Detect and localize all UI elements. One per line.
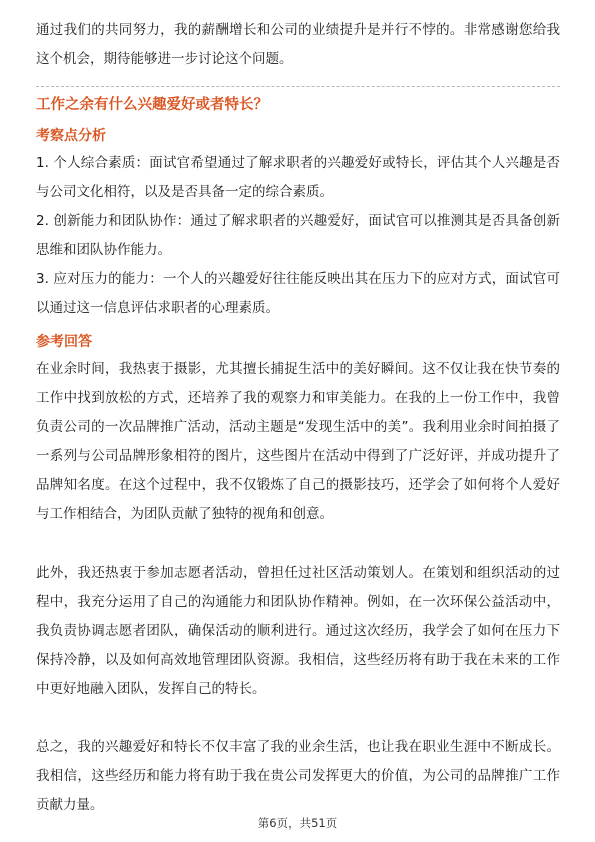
analysis-item: 2. 创新能力和团队协作：通过了解求职者的兴趣爱好，面试官可以推测其是否具备创新思维和团队协作能力。 (36, 213, 560, 258)
intro-paragraph: 通过我们的共同努力，我的薪酬增长和公司的业绩提升是并行不悖的。非常感谢您给我这个机会，期待能够进一步讨论这个问题。 (36, 22, 560, 67)
analysis-item: 1. 个人综合素质：面试官希望通过了解求职者的兴趣爱好或特长，评估其个人兴趣是否与公司文化相符，以及是否具备一定的综合素质。 (36, 155, 560, 200)
question-title: 工作之余有什么兴趣爱好或者特长？ (36, 97, 268, 113)
analysis-list (36, 149, 560, 323)
analysis-item: 3. 应对压力的能力：一个人的兴趣爱好往往能反映出其在压力下的应对方式，面试官可以通过这一信息评估求职者的心理素质。 (36, 271, 560, 316)
answer-paragraph: 此外，我还热衷于参加志愿者活动，曾担任过社区活动策划人。在策划和组织活动的过程中，我充分运用了自己的沟通能力和团队协作精神。例如，在一次环保公益活动中，我负责协调志愿者团队，确保活动的顺利进行。通过这次经历，我学会了如何在压力下保持冷静，以及如何高效地管理团队资源。我相信，这些经历将有助于我在未来的工作中更好地融入团队，发挥自己的特长。 (36, 565, 560, 697)
section-divider (36, 86, 560, 87)
page-footer: 第6页，共51页 (257, 816, 338, 830)
analysis-heading: 考察点分析 (36, 128, 106, 144)
answer-paragraph: 总之，我的兴趣爱好和特长不仅丰富了我的业余生活，也让我在职业生涯中不断成长。我相信，这些经历和能力将有助于我在贵公司发挥更大的价值，为公司的品牌推广工作贡献力量。 (36, 739, 560, 813)
answer-heading: 参考回答 (36, 334, 92, 350)
answer-paragraph: 在业余时间，我热衷于摄影，尤其擅长捕捉生活中的美好瞬间。这不仅让我在快节奏的工作中找到放松的方式，还培养了我的观察力和审美能力。在我的上一份工作中，我曾负责公司的一次品牌推广活动，活动主题是“发现生活中的美”。我利用业余时间拍摄了一系列与公司品牌形象相符的图片，这些图片在活动中得到了广泛好评，并成功提升了品牌知名度。在这个过程中，我不仅锻炼了自己的摄影技巧，还学会了如何将个人爱好与工作相结合，为团队贡献了独特的视角和创意。 (36, 361, 560, 522)
